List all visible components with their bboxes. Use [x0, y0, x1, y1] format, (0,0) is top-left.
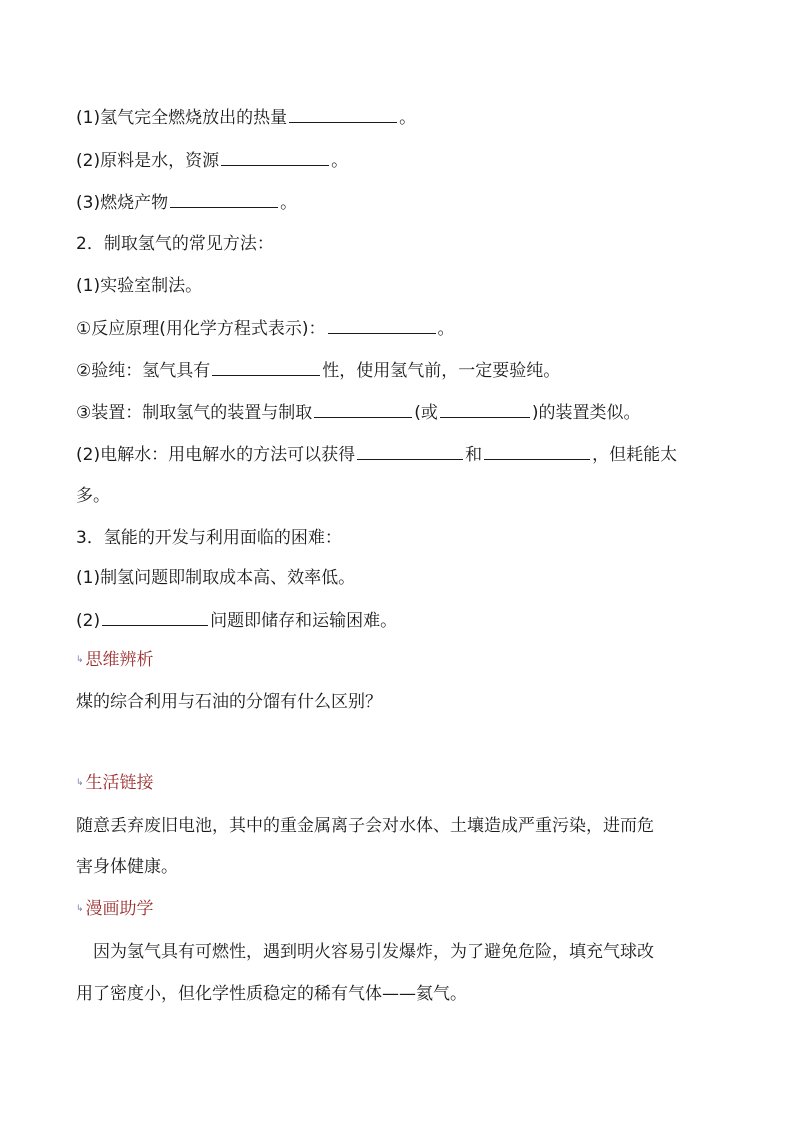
item-3-2-num: (2) — [76, 611, 101, 631]
item-2-1-a-text: ①反应原理(用化学方程式表示)： — [76, 319, 326, 339]
item-2-1: (1)实验室制法。 — [76, 276, 203, 296]
section-comic-body-1: 因为氢气具有可燃性，遇到明火容易引发爆炸，为了避免危险，填充气球改 — [93, 942, 654, 962]
blank[interactable] — [212, 358, 320, 376]
item-1-2-end: 。 — [331, 151, 349, 171]
section-marker-icon: ↳ — [76, 778, 84, 788]
item-3-1: (1)制氢问题即制取成本高、效率低。 — [76, 568, 356, 588]
item-3-2 — [76, 608, 397, 633]
item-2-1-b-text: ②验纯：氢气具有 — [76, 361, 211, 381]
item-1-2 — [76, 148, 348, 173]
blank[interactable] — [170, 190, 278, 208]
section-thinking-body: 煤的综合利用与石油的分馏有什么区别？ — [76, 692, 382, 712]
item-3-2-text: 问题即储存和运输困难。 — [210, 611, 398, 631]
item-2-1-c-mid: (或 — [414, 403, 438, 423]
item-2-1-a — [76, 316, 455, 341]
item-1-1-text: (1)氢气完全燃烧放出的热量 — [76, 108, 288, 128]
item-2-1-c-end: )的装置类似。 — [531, 403, 641, 423]
item-2-1-a-end: 。 — [437, 319, 455, 339]
section-life-body-1: 随意丢弃废旧电池，其中的重金属离子会对水体、土壤造成严重污染，进而危 — [76, 816, 654, 836]
blank[interactable] — [440, 400, 530, 418]
section-thinking-title — [76, 648, 154, 672]
item-1-1 — [76, 105, 416, 130]
blank[interactable] — [221, 148, 329, 166]
item-2-1-b — [76, 358, 560, 383]
item-1-3-text: (3)燃烧产物 — [76, 193, 169, 213]
item-2-2-end: ，但耗能太 — [592, 445, 678, 465]
section-comic-title-text: 漫画助学 — [85, 899, 154, 919]
section-comic-body-2: 用了密度小，但化学性质稳定的稀有气体——氦气。 — [76, 984, 467, 1004]
blank[interactable] — [484, 442, 590, 460]
section-marker-icon: ↳ — [76, 904, 84, 914]
item-2-1-c — [76, 400, 641, 425]
item-2-2-cont: 多。 — [76, 486, 110, 506]
blank[interactable] — [314, 400, 412, 418]
item-2-2-mid: 和 — [465, 445, 483, 465]
section-life-title-text: 生活链接 — [85, 773, 154, 793]
blank[interactable] — [357, 442, 463, 460]
section-life-body-2: 害身体健康。 — [76, 857, 178, 877]
heading-3: 3．氢能的开发与利用面临的困难： — [76, 528, 342, 548]
item-1-1-end: 。 — [399, 108, 417, 128]
blank[interactable] — [102, 608, 208, 626]
section-marker-icon: ↳ — [76, 655, 84, 665]
item-2-2 — [76, 442, 677, 467]
item-1-3-end: 。 — [280, 193, 298, 213]
section-thinking-title-text: 思维辨析 — [85, 650, 154, 670]
blank[interactable] — [328, 316, 436, 334]
item-2-1-b-end: 性，使用氢气前，一定要验纯。 — [322, 361, 561, 381]
blank[interactable] — [289, 105, 397, 123]
section-comic-title — [76, 897, 154, 921]
item-1-2-text: (2)原料是水，资源 — [76, 151, 220, 171]
item-1-3 — [76, 190, 297, 215]
section-life-title — [76, 771, 154, 795]
heading-2: 2．制取氢气的常见方法： — [76, 234, 274, 254]
item-2-2-text: (2)电解水：用电解水的方法可以获得 — [76, 445, 356, 465]
item-2-1-c-text: ③装置：制取氢气的装置与制取 — [76, 403, 313, 423]
